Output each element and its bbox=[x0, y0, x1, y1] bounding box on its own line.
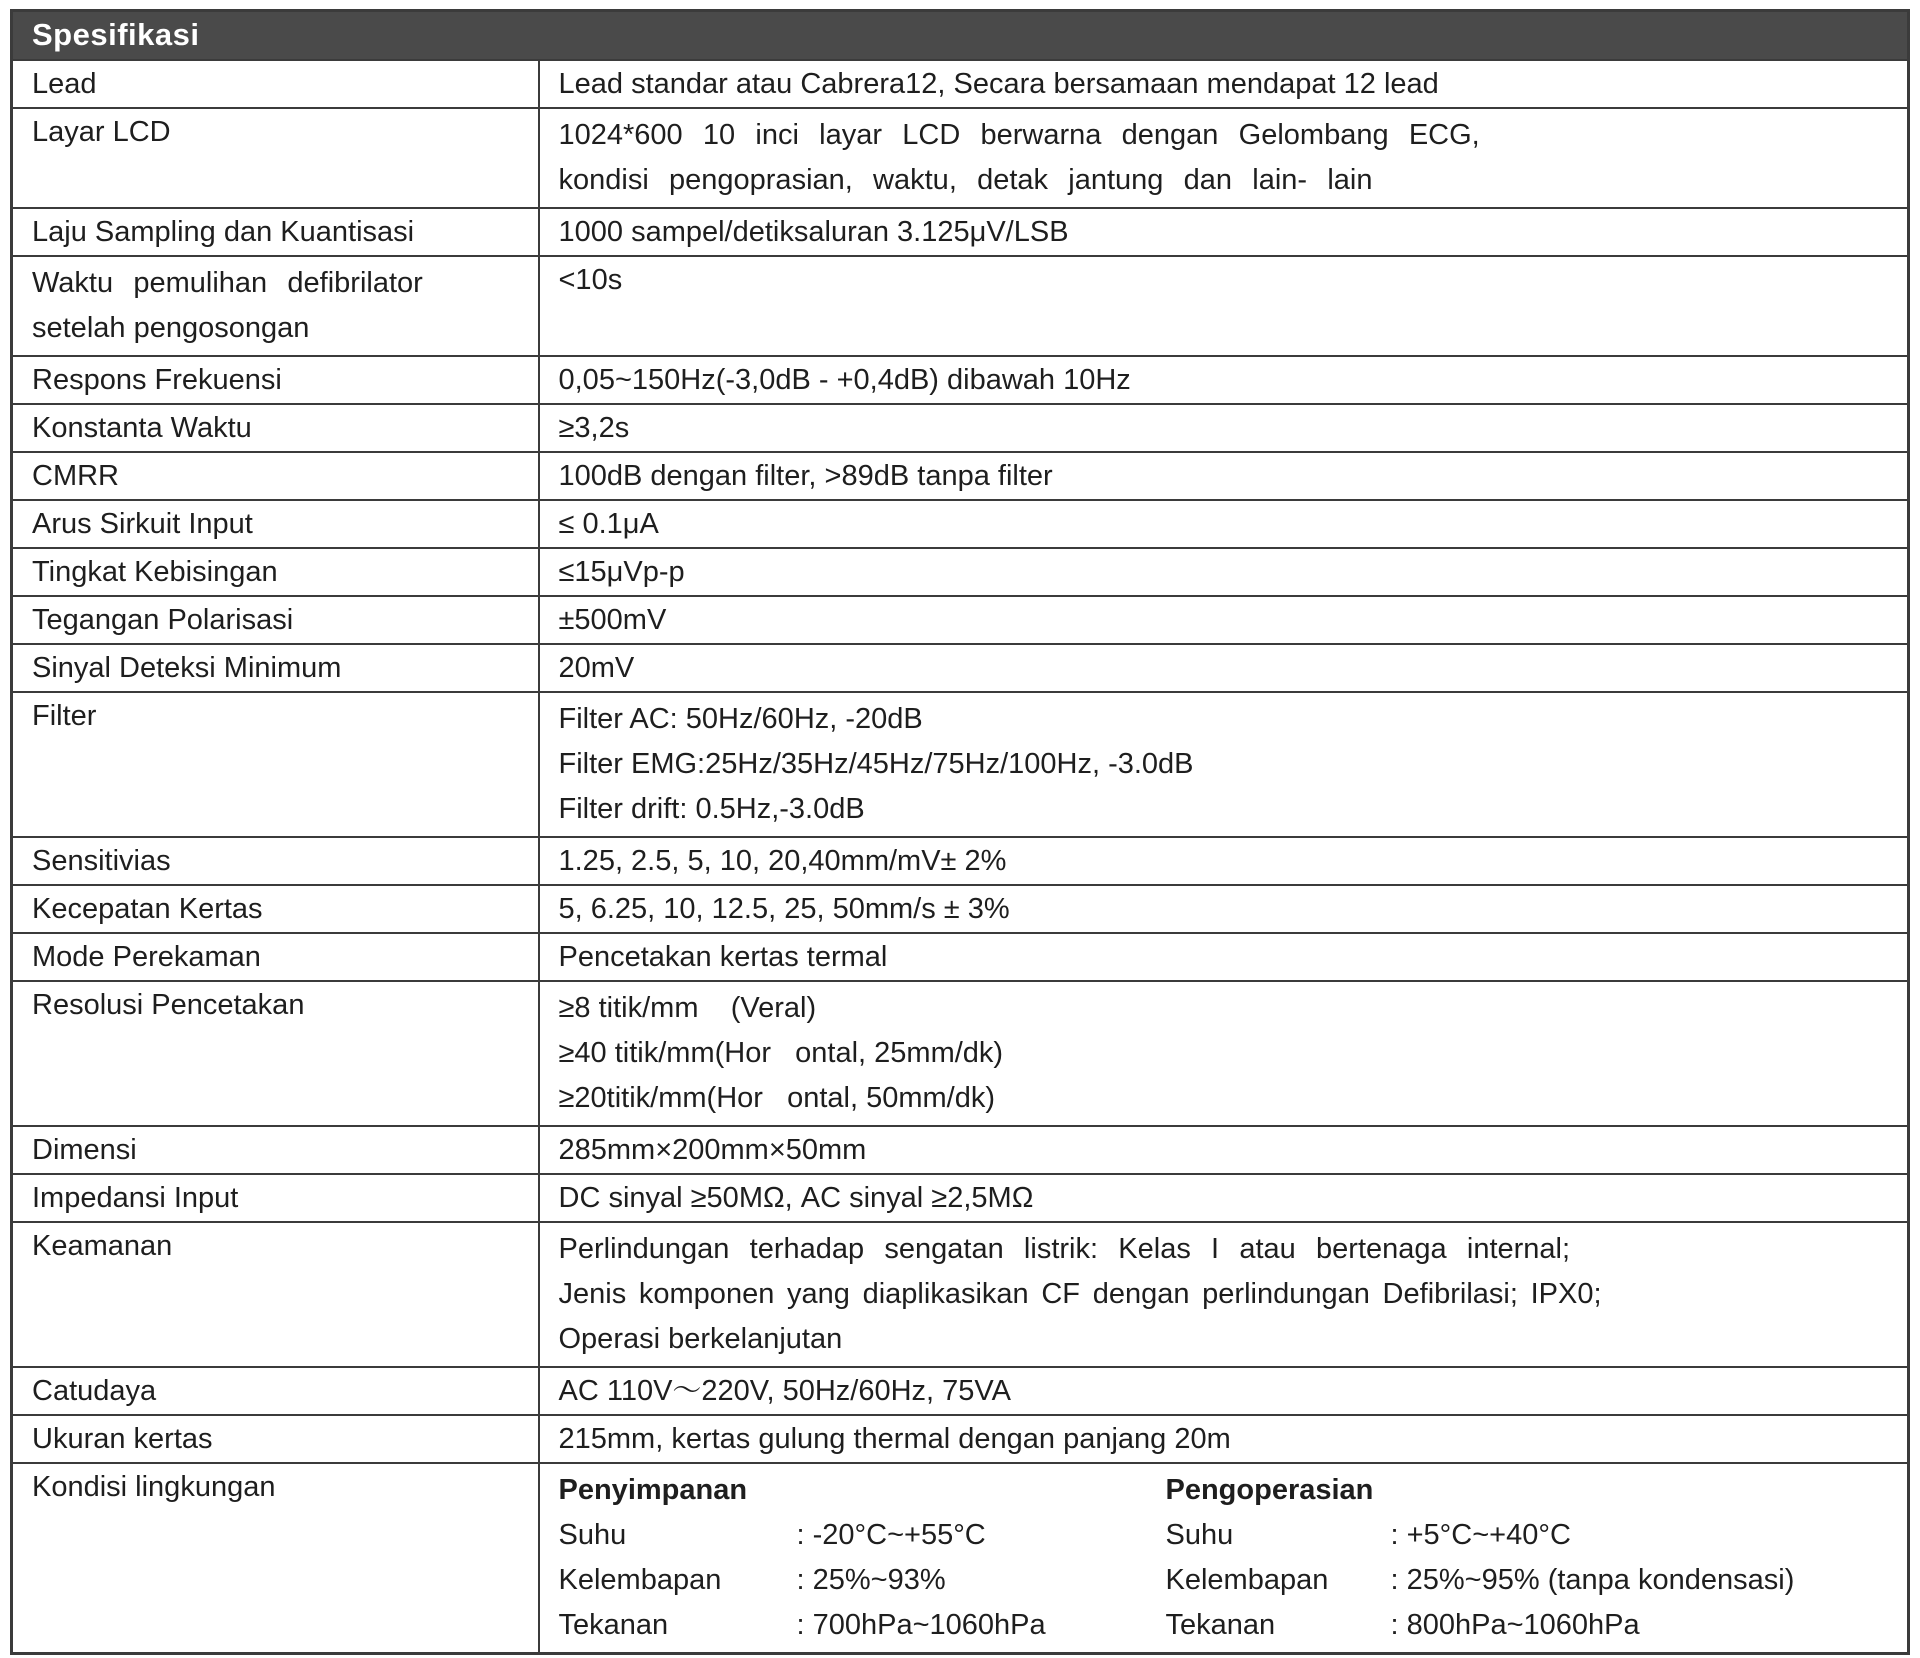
spec-label bbox=[12, 644, 539, 692]
spec-label bbox=[12, 356, 539, 404]
text-line: setelah pengosongan bbox=[32, 312, 310, 344]
spec-label bbox=[12, 452, 539, 500]
specification-table bbox=[10, 9, 1910, 1655]
text-line: Resolusi Pencetakan bbox=[32, 989, 305, 1021]
spec-value bbox=[539, 356, 1909, 404]
spec-label bbox=[12, 1463, 539, 1654]
text-line: Impedansi Input bbox=[32, 1182, 239, 1214]
spec-label bbox=[12, 837, 539, 885]
text-line: 1024*600 10 inci layar LCD berwarna dengan Gelombang ECG, bbox=[558, 119, 1480, 151]
spec-label bbox=[12, 933, 539, 981]
spec-label bbox=[12, 256, 539, 356]
text-line: Tingkat Kebisingan bbox=[32, 556, 278, 588]
text-line: 285mm×200mm×50mm bbox=[558, 1134, 867, 1166]
spec-label bbox=[12, 208, 539, 256]
storage-pressure-row bbox=[559, 1603, 1166, 1648]
row-konstanta-waktu bbox=[12, 404, 1909, 452]
spec-label bbox=[12, 885, 539, 933]
text-line: Kondisi lingkungan bbox=[32, 1471, 276, 1503]
row-impedansi-input bbox=[12, 1174, 1909, 1222]
operation-title: Pengoperasian bbox=[1165, 1474, 1374, 1506]
text-line: Catudaya bbox=[32, 1375, 157, 1407]
spec-value bbox=[539, 108, 1909, 208]
row-kecepatan-kertas bbox=[12, 885, 1909, 933]
storage-humidity-row bbox=[559, 1558, 1166, 1603]
spec-label bbox=[12, 500, 539, 548]
condition-name: Tekanan bbox=[1165, 1609, 1276, 1641]
spec-value bbox=[539, 60, 1909, 108]
row-arus-sirkuit-input bbox=[12, 500, 1909, 548]
text-line: Ukuran kertas bbox=[32, 1423, 213, 1455]
text-line: Sinyal Deteksi Minimum bbox=[32, 652, 342, 684]
text-line: Pencetakan kertas termal bbox=[558, 941, 888, 973]
row-mode-perekaman bbox=[12, 933, 1909, 981]
row-catudaya bbox=[12, 1367, 1909, 1415]
text-line: Keamanan bbox=[32, 1230, 173, 1262]
text-line: ≥8 titik/mm (Veral) bbox=[558, 992, 817, 1024]
row-sensitivias bbox=[12, 837, 1909, 885]
text-line: Laju Sampling dan Kuantisasi bbox=[32, 216, 415, 248]
environment-conditions bbox=[559, 1468, 1890, 1648]
spec-label bbox=[12, 1222, 539, 1367]
text-line: 1000 sampel/detiksaluran 3.125μV/LSB bbox=[558, 216, 1069, 248]
text-line: Operasi berkelanjutan bbox=[558, 1323, 843, 1355]
row-resolusi-pencetakan bbox=[12, 981, 1909, 1126]
condition-name: Suhu bbox=[1165, 1519, 1234, 1551]
spec-value bbox=[539, 1463, 1909, 1654]
row-layar-lcd bbox=[12, 108, 1909, 208]
text-line: 5, 6.25, 10, 12.5, 25, 50mm/s ± 3% bbox=[558, 893, 1010, 925]
spec-value bbox=[539, 452, 1909, 500]
spec-label bbox=[12, 404, 539, 452]
text-line: Mode Perekaman bbox=[32, 941, 261, 973]
spec-label bbox=[12, 981, 539, 1126]
spec-value bbox=[539, 933, 1909, 981]
row-waktu-pemulihan bbox=[12, 256, 1909, 356]
text-line: 20mV bbox=[558, 652, 635, 684]
text-line: Respons Frekuensi bbox=[32, 364, 282, 396]
text-line: ≥3,2s bbox=[558, 412, 630, 444]
spec-label bbox=[12, 1126, 539, 1174]
text-line: 0,05~150Hz(-3,0dB - +0,4dB) dibawah 10Hz bbox=[558, 364, 1131, 396]
spec-value bbox=[539, 256, 1909, 356]
spec-value bbox=[539, 1415, 1909, 1463]
spec-value bbox=[539, 837, 1909, 885]
condition-value: : 25%~95% (tanpa kondensasi) bbox=[1390, 1564, 1795, 1596]
storage-title: Penyimpanan bbox=[558, 1474, 748, 1506]
spec-value bbox=[539, 1126, 1909, 1174]
text-line: Filter drift: 0.5Hz,-3.0dB bbox=[558, 793, 865, 825]
text-line: kondisi pengoprasian, waktu, detak jantung dan lain- lain bbox=[558, 164, 1373, 196]
condition-name: Kelembapan bbox=[558, 1564, 722, 1596]
storage-temperature-row bbox=[559, 1513, 1166, 1558]
spec-value bbox=[539, 1174, 1909, 1222]
row-cmrr bbox=[12, 452, 1909, 500]
text-line: 100dB dengan filter, >89dB tanpa filter bbox=[558, 460, 1053, 492]
text-line: 215mm, kertas gulung thermal dengan panjang 20m bbox=[558, 1423, 1231, 1455]
table-title: Spesifikasi bbox=[12, 11, 1909, 61]
spec-label bbox=[12, 60, 539, 108]
spec-label bbox=[12, 1367, 539, 1415]
text-line: Filter EMG:25Hz/35Hz/45Hz/75Hz/100Hz, -3.0dB bbox=[558, 748, 1194, 780]
text-line: Arus Sirkuit Input bbox=[32, 508, 253, 540]
text-line: <10s bbox=[558, 264, 623, 296]
operating-conditions bbox=[1166, 1468, 1890, 1648]
storage-conditions bbox=[559, 1468, 1166, 1648]
text-line: Filter AC: 50Hz/60Hz, -20dB bbox=[558, 703, 923, 735]
row-tegangan-polarisasi bbox=[12, 596, 1909, 644]
text-line: ±500mV bbox=[558, 604, 667, 636]
spec-value bbox=[539, 644, 1909, 692]
text-line: Lead bbox=[32, 68, 97, 100]
text-line: Tegangan Polarisasi bbox=[32, 604, 294, 636]
row-keamanan bbox=[12, 1222, 1909, 1367]
spec-value bbox=[539, 692, 1909, 837]
text-line: Jenis komponen yang diaplikasikan CF dengan perlindungan Defibrilasi; IPX0; bbox=[558, 1278, 1602, 1310]
text-line: 1.25, 2.5, 5, 10, 20,40mm/mV± 2% bbox=[558, 845, 1007, 877]
spec-label bbox=[12, 548, 539, 596]
text-line: CMRR bbox=[32, 460, 119, 492]
row-kondisi-lingkungan bbox=[12, 1463, 1909, 1654]
condition-value: : 800hPa~1060hPa bbox=[1390, 1609, 1640, 1641]
row-filter bbox=[12, 692, 1909, 837]
spec-value bbox=[539, 208, 1909, 256]
condition-name: Tekanan bbox=[558, 1609, 669, 1641]
condition-value: : -20°C~+55°C bbox=[796, 1519, 986, 1551]
text-line: DC sinyal ≥50MΩ, AC sinyal ≥2,5MΩ bbox=[558, 1182, 1034, 1214]
text-line: AC 110V～220V, 50Hz/60Hz, 75VA bbox=[558, 1375, 1011, 1407]
table-header-row bbox=[12, 11, 1909, 61]
row-tingkat-kebisingan bbox=[12, 548, 1909, 596]
row-dimensi bbox=[12, 1126, 1909, 1174]
text-line: Sensitivias bbox=[32, 845, 171, 877]
text-line: ≤ 0.1μA bbox=[558, 508, 659, 540]
spec-label bbox=[12, 1174, 539, 1222]
operation-humidity-row bbox=[1166, 1558, 1890, 1603]
condition-value: : 700hPa~1060hPa bbox=[796, 1609, 1046, 1641]
condition-value: : 25%~93% bbox=[796, 1564, 946, 1596]
row-ukuran-kertas bbox=[12, 1415, 1909, 1463]
row-respons-frekuensi bbox=[12, 356, 1909, 404]
spec-value bbox=[539, 1367, 1909, 1415]
text-line: ≤15μVp-p bbox=[558, 556, 685, 588]
spec-value bbox=[539, 596, 1909, 644]
row-lead bbox=[12, 60, 1909, 108]
spec-value bbox=[539, 1222, 1909, 1367]
spec-value bbox=[539, 885, 1909, 933]
text-line: Layar LCD bbox=[32, 116, 171, 148]
row-laju-sampling bbox=[12, 208, 1909, 256]
spec-value bbox=[539, 548, 1909, 596]
text-line: Konstanta Waktu bbox=[32, 412, 252, 444]
text-line: Dimensi bbox=[32, 1134, 137, 1166]
spec-label bbox=[12, 108, 539, 208]
text-line: Kecepatan Kertas bbox=[32, 893, 263, 925]
spec-value bbox=[539, 981, 1909, 1126]
text-line: Lead standar atau Cabrera12, Secara bersamaan mendapat 12 lead bbox=[558, 68, 1439, 100]
spec-label bbox=[12, 1415, 539, 1463]
operation-temperature-row bbox=[1166, 1513, 1890, 1558]
condition-value: : +5°C~+40°C bbox=[1390, 1519, 1571, 1551]
operation-pressure-row bbox=[1166, 1603, 1890, 1648]
text-line: Waktu pemulihan defibrilator bbox=[32, 267, 423, 299]
condition-name: Suhu bbox=[558, 1519, 627, 1551]
row-sinyal-deteksi-minimum bbox=[12, 644, 1909, 692]
text-line: ≥40 titik/mm(Hor ontal, 25mm/dk) bbox=[558, 1037, 1004, 1069]
condition-name: Kelembapan bbox=[1165, 1564, 1329, 1596]
text-line: Perlindungan terhadap sengatan listrik: Kelas I atau bertenaga internal; bbox=[558, 1233, 1571, 1265]
spec-value bbox=[539, 500, 1909, 548]
spec-value bbox=[539, 404, 1909, 452]
spec-label bbox=[12, 692, 539, 837]
spec-label bbox=[12, 596, 539, 644]
text-line: ≥20titik/mm(Hor ontal, 50mm/dk) bbox=[558, 1082, 996, 1114]
text-line: Filter bbox=[32, 700, 97, 732]
